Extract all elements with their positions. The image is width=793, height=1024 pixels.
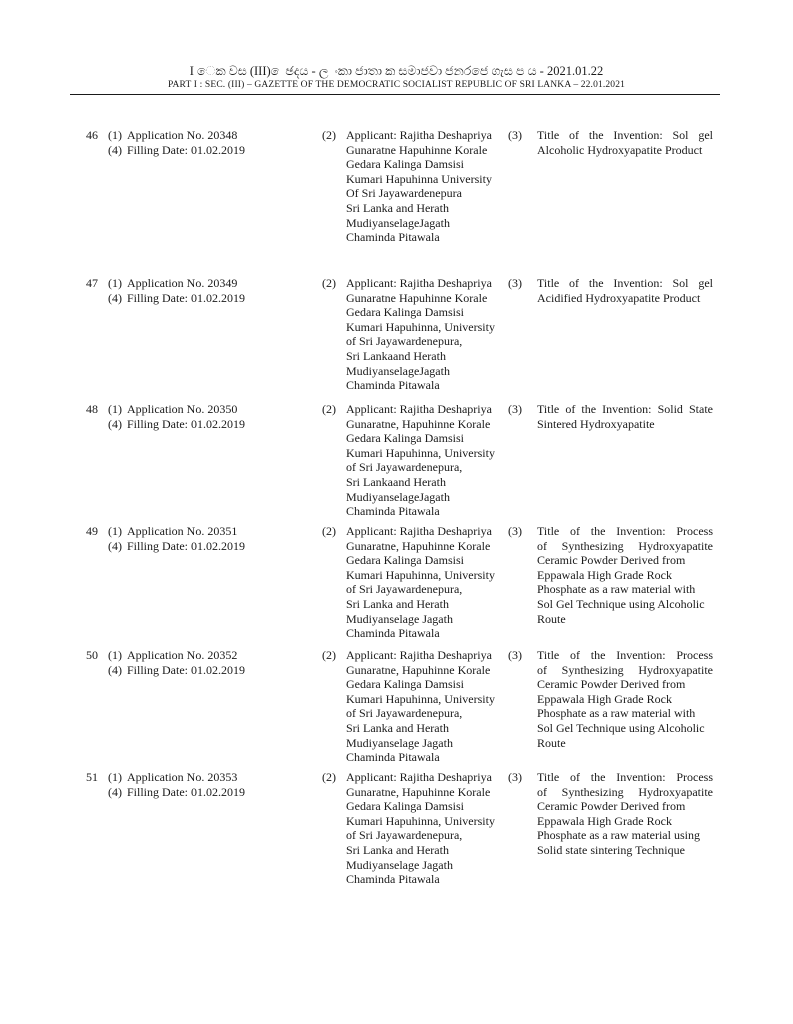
applicant-line: Of Sri Jayawardenepura xyxy=(346,186,462,201)
application-number-row xyxy=(104,648,304,663)
applicant-line: Chaminda Pitawala xyxy=(346,626,440,641)
application-number: Application No. 20349 xyxy=(127,276,238,290)
entry-number: 50 xyxy=(86,648,98,662)
application-number-row xyxy=(104,402,304,417)
title-line: Ceramic Powder Derived from xyxy=(537,799,686,814)
applicant-line: Applicant: Rajitha Deshapriya xyxy=(346,648,492,662)
application-number: Application No. 20348 xyxy=(127,128,238,142)
item-marker-2: (2) xyxy=(322,402,336,416)
applicant-line: Kumari Hapuhinna, University xyxy=(346,445,495,460)
item-marker-1: (1) xyxy=(108,402,122,416)
page-header xyxy=(0,0,793,100)
applicant-block xyxy=(346,128,508,245)
title-line: Ceramic Powder Derived from xyxy=(537,553,686,568)
applicant-line: Kumari Hapuhinna, University xyxy=(346,813,495,828)
item-marker-2: (2) xyxy=(322,128,336,142)
application-number-row xyxy=(104,276,304,291)
applicant-line: Kumari Hapuhinna University xyxy=(346,171,492,186)
applicant-line: of Sri Jayawardenepura, xyxy=(346,334,463,349)
applicant-line: Gunaratne, Hapuhinne Korale xyxy=(346,416,491,431)
title-line: Title of the Invention: Sol gel xyxy=(537,128,713,142)
item-marker-3: (3) xyxy=(508,402,522,416)
invention-title xyxy=(537,128,713,157)
title-line: Title of the Invention: Process xyxy=(537,524,713,538)
title-line: Eppawala High Grade Rock xyxy=(537,813,672,828)
applicant-line: of Sri Jayawardenepura, xyxy=(346,706,463,721)
applicant-line: Applicant: Rajitha Deshapriya xyxy=(346,276,492,290)
title-line: Solid state sintering Technique xyxy=(537,842,685,857)
applicant-line: of Sri Jayawardenepura, xyxy=(346,460,463,475)
applicant-line: MudiyanselageJagath xyxy=(346,489,450,504)
title-line: Acidified Hydroxyapatite Product xyxy=(537,290,701,305)
applicant-line: Sri Lanka and Herath xyxy=(346,596,449,611)
applicant-line: Applicant: Rajitha Deshapriya xyxy=(346,524,492,538)
applicant-line: Gunaratne Hapuhinne Korale xyxy=(346,290,488,305)
application-details xyxy=(104,524,304,553)
application-details xyxy=(104,128,304,157)
applicant-line: Mudiyanselage Jagath xyxy=(346,611,453,626)
title-line: Sol Gel Technique using Alcoholic xyxy=(537,720,705,735)
title-line: of Synthesizing Hydroxyapatite xyxy=(537,538,713,553)
title-line: Route xyxy=(537,735,566,750)
applicant-block xyxy=(346,770,508,887)
filing-date: Filling Date: 01.02.2019 xyxy=(127,538,245,553)
applicant-line: Sri Lanka and Herath xyxy=(346,842,449,857)
applicant-line: Gedara Kalinga Damsisi xyxy=(346,157,464,172)
applicant-line: Sri Lanka and Herath xyxy=(346,200,449,215)
applicant-line: Kumari Hapuhinna, University xyxy=(346,319,495,334)
applicant-line: Mudiyanselage Jagath xyxy=(346,857,453,872)
applicant-line: Gedara Kalinga Damsisi xyxy=(346,677,464,692)
item-marker-1: (1) xyxy=(108,524,122,538)
applicant-line: of Sri Jayawardenepura, xyxy=(346,828,463,843)
title-line: Sintered Hydroxyapatite xyxy=(537,416,655,431)
applicant-line: Sri Lankaand Herath xyxy=(346,474,446,489)
application-details xyxy=(104,770,304,799)
item-marker-3: (3) xyxy=(508,524,522,538)
invention-title xyxy=(537,276,713,305)
filing-date: Filling Date: 01.02.2019 xyxy=(127,142,245,157)
applicant-line: Kumari Hapuhinna, University xyxy=(346,567,495,582)
filing-date-row xyxy=(104,143,304,158)
applicant-line: Gedara Kalinga Damsisi xyxy=(346,431,464,446)
invention-title xyxy=(537,402,713,431)
filing-date-row xyxy=(104,785,304,800)
filing-date: Filling Date: 01.02.2019 xyxy=(127,416,245,431)
applicant-block xyxy=(346,524,508,641)
filing-date-row xyxy=(104,539,304,554)
applicant-block xyxy=(346,402,508,519)
application-number-row xyxy=(104,524,304,539)
filing-date-row xyxy=(104,417,304,432)
applicant-line: Gedara Kalinga Damsisi xyxy=(346,305,464,320)
entry-number: 51 xyxy=(86,770,98,784)
item-marker-2: (2) xyxy=(322,276,336,290)
entry-number: 47 xyxy=(86,276,98,290)
filing-date: Filling Date: 01.02.2019 xyxy=(127,662,245,677)
application-details xyxy=(104,276,304,305)
entry-number: 46 xyxy=(86,128,98,142)
filing-date-row xyxy=(104,663,304,678)
item-marker-3: (3) xyxy=(508,128,522,142)
applicant-line: Chaminda Pitawala xyxy=(346,504,440,519)
item-marker-2: (2) xyxy=(322,770,336,784)
item-marker-2: (2) xyxy=(322,648,336,662)
applicant-line: Applicant: Rajitha Deshapriya xyxy=(346,770,492,784)
title-line: Sol Gel Technique using Alcoholic xyxy=(537,596,705,611)
applicant-line: MudiyanselageJagath xyxy=(346,363,450,378)
title-line: Route xyxy=(537,611,566,626)
title-line: Eppawala High Grade Rock xyxy=(537,567,672,582)
applicant-line: Gunaratne, Hapuhinne Korale xyxy=(346,662,491,677)
item-marker-1: (1) xyxy=(108,128,122,142)
item-marker-1: (1) xyxy=(108,770,122,784)
title-line: of Synthesizing Hydroxyapatite xyxy=(537,784,713,799)
application-number-row xyxy=(104,770,304,785)
item-marker-4: (4) xyxy=(108,290,122,305)
item-marker-4: (4) xyxy=(108,662,122,677)
item-marker-4: (4) xyxy=(108,416,122,431)
applicant-line: Applicant: Rajitha Deshapriya xyxy=(346,128,492,142)
item-marker-3: (3) xyxy=(508,276,522,290)
filing-date: Filling Date: 01.02.2019 xyxy=(127,290,245,305)
header-divider xyxy=(70,94,720,95)
header-english-title: PART I : SEC. (III) – GAZETTE OF THE DEMOCRATIC SOCIALIST REPUBLIC OF SRI LANKA – 22.01.2021 xyxy=(167,80,626,90)
item-marker-3: (3) xyxy=(508,648,522,662)
item-marker-3: (3) xyxy=(508,770,522,784)
applicant-line: Chaminda Pitawala xyxy=(346,378,440,393)
applicant-line: Kumari Hapuhinna, University xyxy=(346,691,495,706)
item-marker-4: (4) xyxy=(108,538,122,553)
item-marker-2: (2) xyxy=(322,524,336,538)
applicant-line: Mudiyanselage Jagath xyxy=(346,735,453,750)
applicant-line: Chaminda Pitawala xyxy=(346,230,440,245)
title-line: Title of the Invention: Process xyxy=(537,770,713,784)
applicant-line: Gunaratne Hapuhinne Korale xyxy=(346,142,488,157)
applicant-line: Gedara Kalinga Damsisi xyxy=(346,553,464,568)
entry-number: 48 xyxy=(86,402,98,416)
title-line: of Synthesizing Hydroxyapatite xyxy=(537,662,713,677)
application-number: Application No. 20351 xyxy=(127,524,238,538)
applicant-line: MudiyanselageJagath xyxy=(346,215,450,230)
application-number: Application No. 20353 xyxy=(127,770,238,784)
title-line: Alcoholic Hydroxyapatite Product xyxy=(537,142,703,157)
applicant-block xyxy=(346,648,508,765)
applicant-line: Sri Lankaand Herath xyxy=(346,348,446,363)
application-details xyxy=(104,648,304,677)
invention-title xyxy=(537,524,713,626)
item-marker-4: (4) xyxy=(108,784,122,799)
applicant-line: Sri Lanka and Herath xyxy=(346,720,449,735)
application-details xyxy=(104,402,304,431)
title-line: Ceramic Powder Derived from xyxy=(537,677,686,692)
filing-date-row xyxy=(104,291,304,306)
item-marker-1: (1) xyxy=(108,276,122,290)
title-line: Eppawala High Grade Rock xyxy=(537,691,672,706)
filing-date: Filling Date: 01.02.2019 xyxy=(127,784,245,799)
application-number: Application No. 20352 xyxy=(127,648,238,662)
item-marker-4: (4) xyxy=(108,142,122,157)
applicant-line: Gunaratne, Hapuhinne Korale xyxy=(346,784,491,799)
invention-title xyxy=(537,648,713,750)
applicant-line: Gunaratne, Hapuhinne Korale xyxy=(346,538,491,553)
title-line: Phosphate as a raw material with xyxy=(537,706,696,721)
header-sinhala-title: I ෙක වස (III) ෙඡදය - ල ංකා ජාතා ක සමාජවා ජනරජෙ ගැස ප ය - 2021.01.22 xyxy=(189,64,604,78)
title-line: Phosphate as a raw material with xyxy=(537,582,696,597)
title-line: Phosphate as a raw material using xyxy=(537,828,700,843)
application-number: Application No. 20350 xyxy=(127,402,238,416)
title-line: Title of the Invention: Process xyxy=(537,648,713,662)
application-number-row xyxy=(104,128,304,143)
invention-title xyxy=(537,770,713,858)
entry-number: 49 xyxy=(86,524,98,538)
applicant-line: Gedara Kalinga Damsisi xyxy=(346,799,464,814)
title-line: Title of the Invention: Sol gel xyxy=(537,276,713,290)
applicant-line: Chaminda Pitawala xyxy=(346,872,440,887)
applicant-line: of Sri Jayawardenepura, xyxy=(346,582,463,597)
item-marker-1: (1) xyxy=(108,648,122,662)
title-line: Title of the Invention: Solid State xyxy=(537,402,713,416)
applicant-line: Applicant: Rajitha Deshapriya xyxy=(346,402,492,416)
applicant-block xyxy=(346,276,508,393)
applicant-line: Chaminda Pitawala xyxy=(346,750,440,765)
